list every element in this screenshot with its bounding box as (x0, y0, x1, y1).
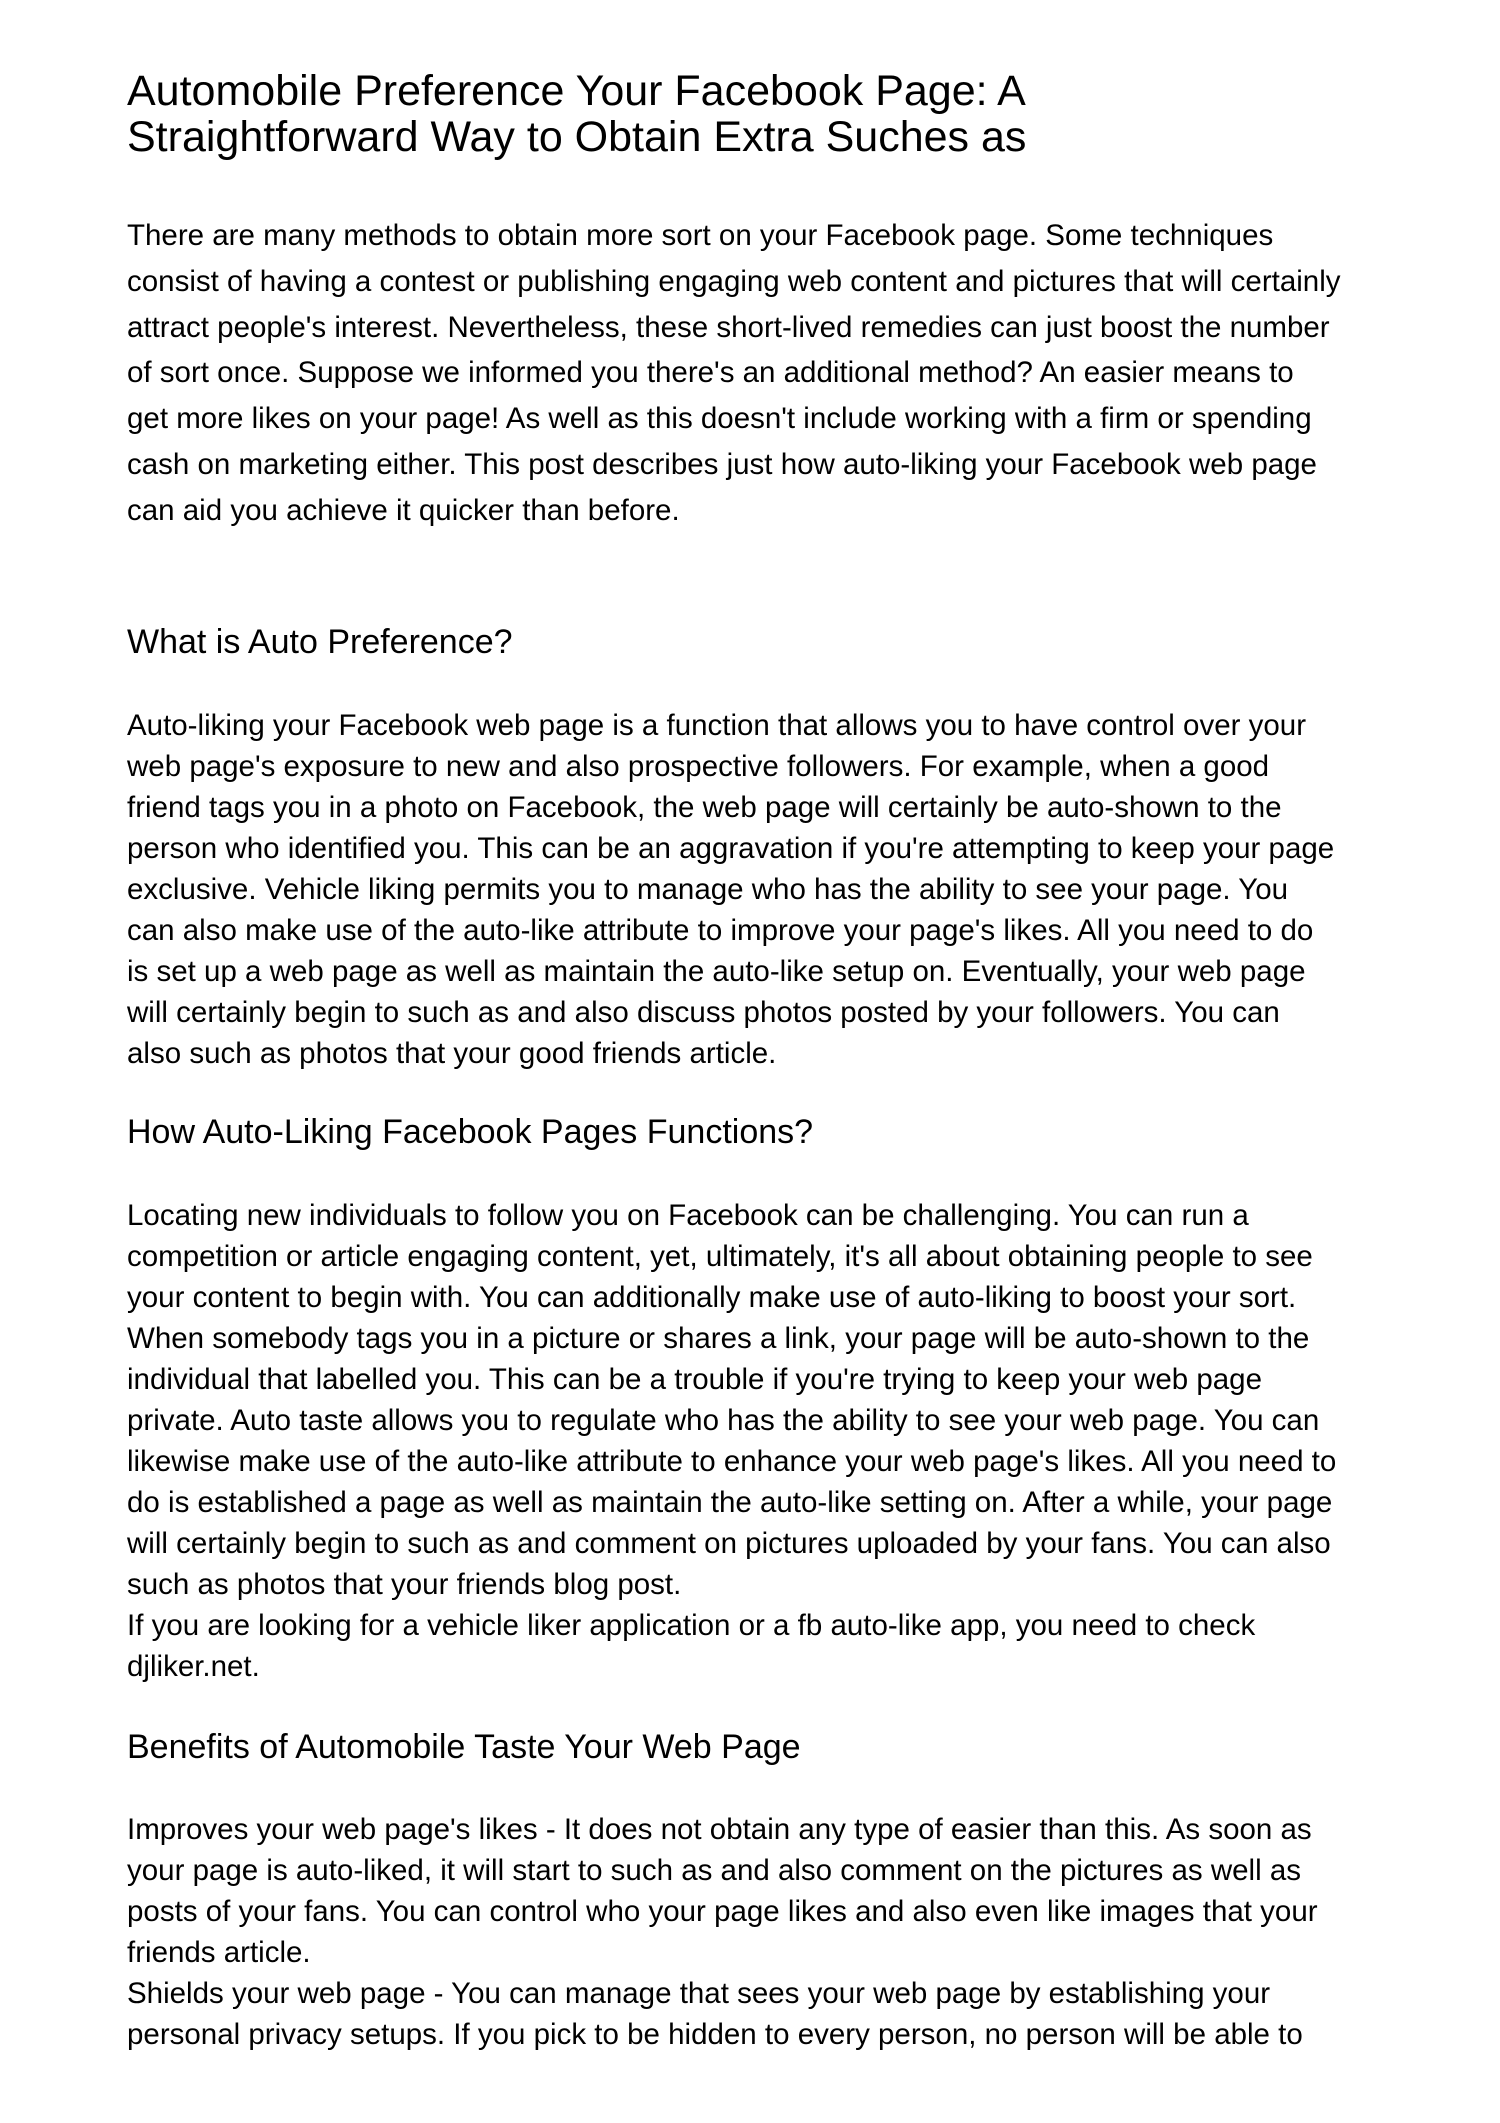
text-line: friend tags you in a photo on Facebook, the web page will certainly be auto-shown to the (127, 791, 1282, 824)
section-paragraph (127, 705, 1334, 1074)
title-line: Automobile Preference Your Facebook Page: A (127, 67, 1026, 115)
section-heading-what-is-auto-preference: What is Auto Preference? (127, 623, 513, 661)
text-line: likewise make use of the auto-like attribute to enhance your web page's likes. All you need to (127, 1445, 1337, 1478)
text-line: Improves your web page's likes - It does not obtain any type of easier than this. As soon as (127, 1813, 1312, 1846)
text-line: individual that labelled you. This can be a trouble if you're trying to keep your web page (127, 1363, 1262, 1396)
text-line: can aid you achieve it quicker than before. (127, 493, 680, 527)
text-line: consist of having a contest or publishing engaging web content and pictures that will certainly (127, 264, 1341, 298)
text-line: private. Auto taste allows you to regulate who has the ability to see your web page. You can (127, 1404, 1320, 1437)
text-line: can also make use of the auto-like attribute to improve your page's likes. All you need to do (127, 914, 1314, 947)
section-paragraph (127, 1195, 1336, 1687)
text-line: do is established a page as well as maintain the auto-like setting on. After a while, your page (127, 1486, 1333, 1519)
text-line: your page is auto-liked, it will start to such as and also comment on the pictures as well as (127, 1854, 1302, 1887)
text-line: personal privacy setups. If you pick to be hidden to every person, no person will be able to (127, 2018, 1303, 2051)
text-line: competition or article engaging content, yet, ultimately, it's all about obtaining people to see (127, 1240, 1313, 1273)
section-paragraph (127, 1809, 1318, 2055)
text-line: your content to begin with. You can additionally make use of auto-liking to boost your sort. (127, 1281, 1297, 1314)
text-line: is set up a web page as well as maintain the auto-like setup on. Eventually, your web page (127, 955, 1306, 988)
text-line: get more likes on your page! As well as this doesn't include working with a firm or spending (127, 402, 1312, 436)
intro-paragraph (127, 213, 1341, 534)
text-line: attract people's interest. Nevertheless, these short-lived remedies can just boost the number (127, 310, 1330, 344)
text-line: djliker.net. (127, 1650, 260, 1683)
text-line: Auto-liking your Facebook web page is a function that allows you to have control over your (127, 709, 1307, 742)
text-line: person who identified you. This can be an aggravation if you're attempting to keep your page (127, 832, 1335, 865)
text-line: cash on marketing either. This post describes just how auto-liking your Facebook web page (127, 447, 1317, 481)
text-line: Shields your web page - You can manage that sees your web page by establishing your (127, 1977, 1271, 2010)
text-line: exclusive. Vehicle liking permits you to manage who has the ability to see your page. You (127, 873, 1289, 906)
text-line: such as photos that your friends blog post. (127, 1568, 682, 1601)
text-line: will certainly begin to such as and comment on pictures uploaded by your fans. You can also (127, 1527, 1331, 1560)
text-line: posts of your fans. You can control who your page likes and also even like images that your (127, 1895, 1318, 1928)
text-line: also such as photos that your good friends article. (127, 1037, 777, 1070)
text-line: Locating new individuals to follow you on Facebook can be challenging. You can run a (127, 1199, 1249, 1232)
text-line: friends article. (127, 1936, 311, 1969)
document-title (127, 68, 1026, 160)
text-line: web page's exposure to new and also prospective followers. For example, when a good (127, 750, 1270, 783)
text-line: If you are looking for a vehicle liker application or a fb auto-like app, you need to check (127, 1609, 1256, 1642)
section-heading-how-auto-liking-works: How Auto-Liking Facebook Pages Functions? (127, 1113, 814, 1151)
text-line: will certainly begin to such as and also discuss photos posted by your followers. You can (127, 996, 1280, 1029)
text-line: When somebody tags you in a picture or shares a link, your page will be auto-shown to the (127, 1322, 1310, 1355)
text-line: There are many methods to obtain more sort on your Facebook page. Some techniques (127, 219, 1274, 252)
title-line: Straightforward Way to Obtain Extra Suches as (127, 113, 1027, 161)
text-line: of sort once. Suppose we informed you there's an additional method? An easier means to (127, 356, 1294, 390)
section-heading-benefits: Benefits of Automobile Taste Your Web Page (127, 1728, 801, 1766)
